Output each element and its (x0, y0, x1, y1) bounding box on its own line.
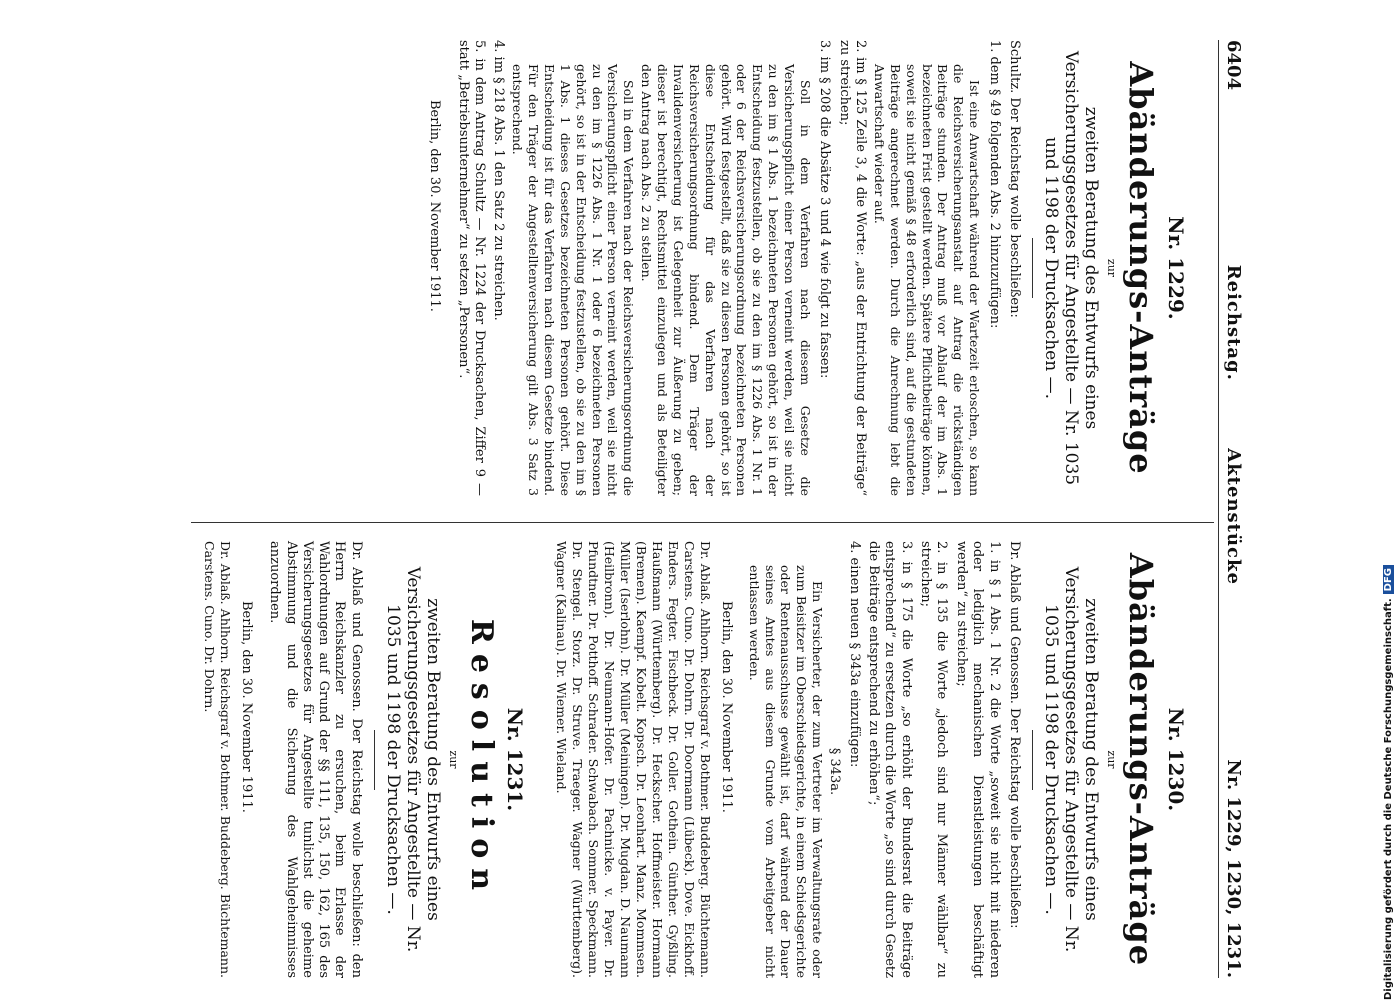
doc-subject-1229: zweiten Beratung des Entwurfs eines Versicherungsgesetzes für Angestellte — Nr. 1035 und 1198 der Drucksachen —. (1040, 50, 1101, 486)
motion-item: 5. in dem Antrag Schultz — Nr. 1224 der Drucksachen, Ziffer 9 — statt „Betriebsunternehmer“ zu setzen „Personen“. (455, 40, 487, 496)
signatories-1231: Dr. Ablaß. Ahlhorn. Reichsgraf v. Bothmer. Buddeberg. Büchtemann. Carstens. Cuno. Dr. Dohrn. (202, 541, 234, 978)
doc-number-1231: Nr. 1231. (502, 707, 527, 812)
divider (1032, 730, 1033, 790)
doc-number-1230: Nr. 1230. (1164, 707, 1188, 812)
page-header (1218, 40, 1244, 978)
digitization-text: Digitalisierung gefördert durch die Deutsche Forschungsgemeinschaft. (1383, 598, 1394, 1000)
resolution-text: Dr. Ablaß und Genossen. Der Reichstag wolle beschließen: den Herrn Reichskanzler zu ersuchen, beim Erlasse der Wahlordnungen auf Grund der §§ 111, 135, 150, 162, 165 des Versicherungsgesetzes für Angestellte tunlichst die geheime Abstimmung und die Sicherung des Wahlgeheimnisses anzuordnen. (267, 541, 364, 978)
motion-item: 3. in § 175 die Worte „so erhöht der Bundesrat die Beiträge entsprechend“ zu ersetzen durch die Worte „so sind durch Gesetz die Beiträge entsprechend zu erhöhen“; (865, 541, 914, 978)
amendment-text: Ein Versicherter, der zum Vertreter im Verwaltungsrate oder zum Beisitzer im Oberschiedsgerichte, in einem Schiedsgerichte oder Rentenausschusse gewählt ist, darf während der Dauer seines Amtes aus diesem Grunde vom Arbeitgeber nicht entlassen werden. (746, 565, 826, 978)
amendment-text: Soll in dem Verfahren nach der Reichsversicherungsordnung die Versicherungspflicht einer Person verneint werden, weil sie nicht zu den im § 1226 Abs. 1 Nr. 1 oder 6 bezeichneten Personen gehört, so ist in der Entscheidung festzustellen, ob sie zu den im § 1 Abs. 1 dieses Gesetzes bezeichneten Personen gehört. Diese Entscheidung ist für das Verfahren nach diesem Gesetze bindend. Für den Träger der Angestelltenversicherung gilt Abs. 3 Satz 3 entsprechend. (510, 64, 637, 496)
doc-subject-1231: zweiten Beratung des Entwurfs eines Versicherungsgesetzes für Angestellte — Nr. 1035 und 1198 der Drucksachen —. (382, 566, 443, 953)
motion-item: 2. in § 135 die Worte „jedoch sind nur Männer wählbar“ zu streichen; (918, 541, 950, 978)
divider (1032, 238, 1033, 298)
doc-number-1229: Nr. 1229. (1164, 216, 1188, 320)
doc-subject-1230: zweiten Beratung des Entwurfs eines Versicherungsgesetzes für Angestellte — Nr. 1035 und 1198 der Drucksachen —. (1040, 566, 1101, 953)
date-line: Berlin, den 30. November 1911. (427, 100, 443, 312)
date-line: Berlin, den 30. November 1911. (718, 601, 734, 813)
date-line: Berlin, den 30. November 1911. (239, 601, 255, 813)
zur-label: zur (446, 750, 460, 769)
amendment-text: Ist eine Anwartschaft während der Wartezeit erloschen, so kann die Reichsversicherungsanstalt auf Antrag die rückständigen Beiträge stunden. Der Antrag muß vor Ablauf der im Abs. 1 bezeichneten Frist gestellt werden. Spätere Pflichtbeiträge können, soweit sie nicht gemäß § 48 erforderlich sind, auf die gestundeten Beiträge angerechnet werden. Durch die Anrechnung lebt die Anwartschaft wieder auf. (871, 64, 983, 496)
doc-title-1230: Abänderungs-Anträge (1122, 552, 1160, 967)
header-doc-numbers: Nr. 1229, 1230, 1231. (1223, 759, 1244, 978)
header-left-label: Reichstag. (1223, 264, 1244, 381)
zur-label: zur (1105, 258, 1118, 278)
header-center-label: Aktenstücke (1223, 448, 1244, 585)
zur-label: zur (1105, 750, 1118, 769)
motion-item: 2. im § 125 Zeile 3, 4 die Worte: „aus der Entrichtung der Beiträge“ zu streichen; (836, 40, 869, 496)
motion-item: 3. im § 208 die Absätze 3 und 4 wie folgt zu fassen: (817, 40, 833, 379)
motion-item: 4. im § 218 Abs. 1 den Satz 2 zu streichen. (491, 40, 507, 321)
dfg-logo: DFG (1383, 565, 1394, 594)
header-center (1223, 90, 1244, 759)
digitization-credit (1383, 565, 1394, 1000)
motion-item: 4. einen neuen § 343a einzufügen: (846, 541, 862, 768)
column-left (191, 40, 1214, 496)
signatories-1230: Dr. Ablaß. Ahlhorn. Reichsgraf v. Bothmer. Buddeberg. Büchtemann. Carstens. Cuno. Dr. Dohrn. Dr. Doormann (Lübeck). Dove. Eickhoff. Enders. Fegter. Fischbeck. Dr. Goller. Gothein. Günther. Gyßling. Haußmann (Württemberg). Dr. Heckscher. Hoffmeister. Hormann (Bremen). Kaempf. Kobelt. Kopsch. Dr. Leonhart. Manz. Mommsen. Müller (Iserlohn). Dr. Müller (Meiningen). Dr. Mugdan. D. Naumann (Heilbronn). Dr. Neumann-Hofer. Dr. Pachnicke. v. Payer. Dr. Pfundtner. Dr. Potthoff. Schrader. Schwabach. Sommer. Speckmann. Dr. Stengel. Storz. Dr. Struve. Traeger. Wagner (Württemberg). Wagner (Kalinau). Dr. Wiemer. Wieland. (553, 541, 713, 978)
motion-intro-1230: Dr. Ablaß und Genossen. Der Reichstag wolle beschließen: (1006, 541, 1022, 929)
section-heading: § 343a. (827, 747, 843, 796)
page-number: 6404 (1223, 40, 1244, 91)
motion-item: 1. dem § 49 folgenden Abs. 2 hinzuzufügen: (986, 40, 1002, 329)
doc-title-1229: Abänderungs-Anträge (1122, 61, 1160, 475)
columns (191, 40, 1214, 978)
divider (374, 730, 375, 790)
motion-intro-1229: Schultz. Der Reichstag wolle beschließen: (1006, 40, 1022, 318)
amendment-text: Soll in dem Verfahren nach diesem Gesetze die Versicherungspflicht einer Person verneint werden, weil sie nicht zu den im § 1 Abs. 1 bezeichneten Personen gehört, so ist in der Entscheidung festzustellen, ob sie zu den im § 1226 Abs. 1 Nr. 1 oder 6 der Reichsversicherungsordnung bezeichneten Personen gehört. Wird festgestellt, daß sie zu diesen Personen gehört, so ist diese Entscheidung für das Verfahren nach der Reichsversicherungsordnung bindend. Dem Träger der Invalidenversicherung ist Gelegenheit zur Äußerung zu geben; dieser ist berechtigt, Rechtsmittel einzulegen und als Beteiligter den Antrag nach Abs. 2 zu stellen. (639, 64, 813, 496)
motion-item: 1. in § 1 Abs. 1 Nr. 2 die Worte „soweit sie nicht mit niederen oder lediglich mechanischen Dienstleistungen beschäftigt werden“ zu streichen; (953, 541, 1002, 978)
column-right (191, 522, 1214, 978)
doc-title-1231: Resolution (463, 618, 499, 901)
